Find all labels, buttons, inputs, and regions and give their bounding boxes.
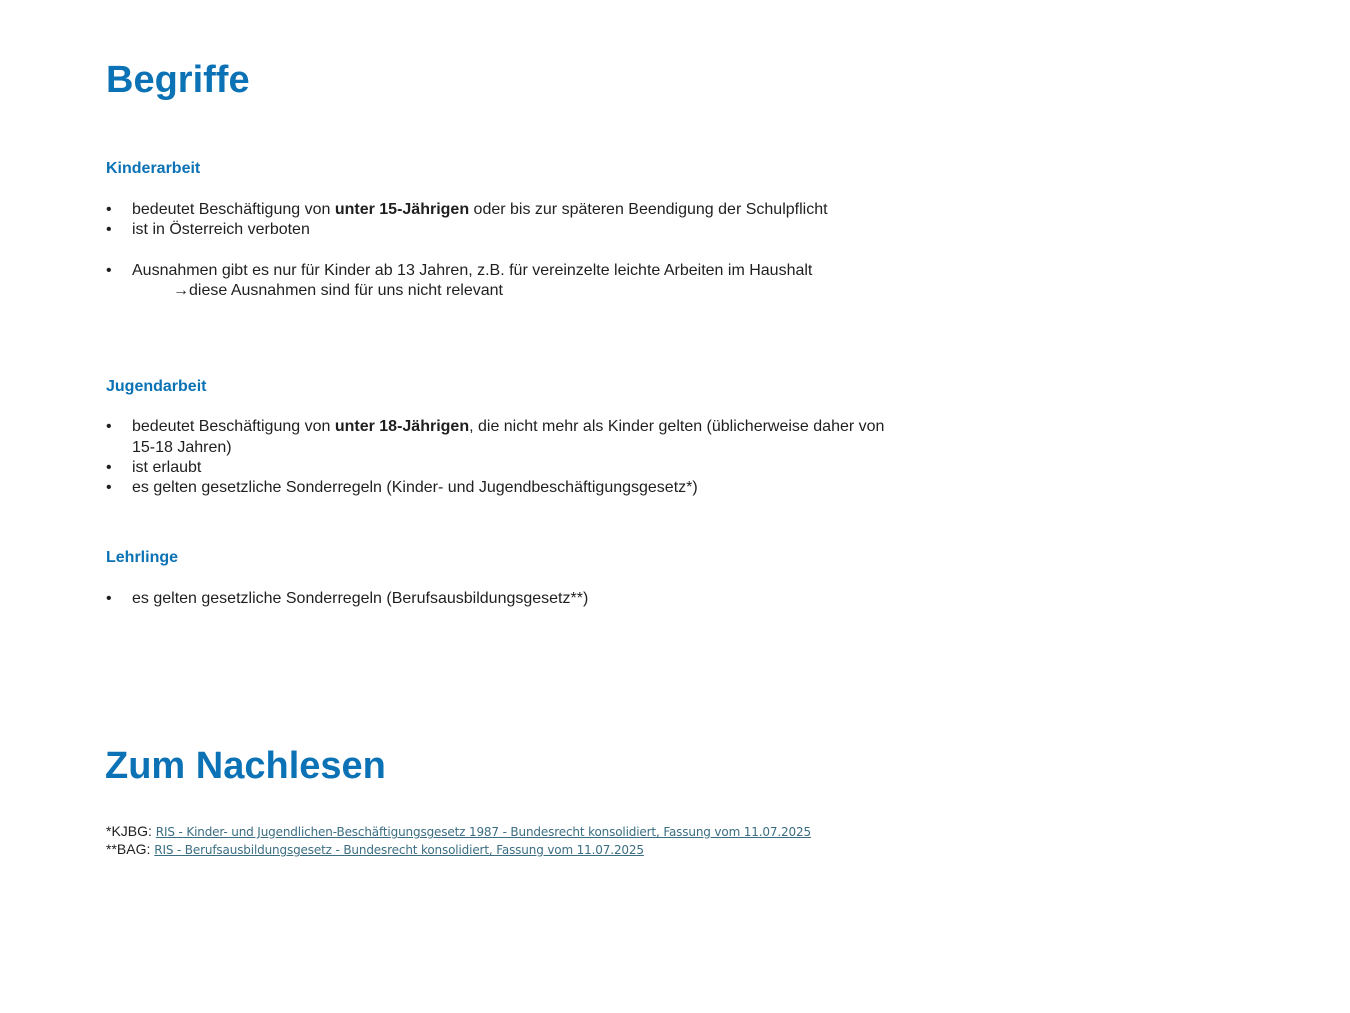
section-heading-jugendarbeit: Jugendarbeit xyxy=(106,378,207,395)
bullet-marker: • xyxy=(106,479,112,496)
bullet-marker: • xyxy=(106,221,112,238)
section-heading-lehrlinge: Lehrlinge xyxy=(106,549,179,566)
arrow-right-icon: → xyxy=(173,282,189,299)
bullet-marker: • xyxy=(106,459,112,476)
page-title: Begriffe xyxy=(106,59,250,101)
text: diese Ausnahmen sind für uns nicht relevant xyxy=(189,282,503,299)
kjbg-link[interactable]: RIS - Kinder- und Jugendlichen-Beschäftigungsgesetz 1987 - Bundesrecht konsolidiert, Fassung vom 11.07.2025 xyxy=(155,825,811,839)
list-item-kinderarbeit-definition xyxy=(132,200,828,220)
reference-label: *KJBG: xyxy=(106,823,156,839)
reference-bag xyxy=(106,840,644,859)
bullet-marker: • xyxy=(106,262,112,279)
text: bedeutet Beschäftigung von xyxy=(132,201,335,218)
emphasis: unter 18-Jährigen xyxy=(334,418,470,435)
reference-label: **BAG: xyxy=(106,841,155,857)
section-heading-kinderarbeit: Kinderarbeit xyxy=(106,160,201,177)
list-item-jugendarbeit-definition xyxy=(132,417,907,458)
text: bedeutet Beschäftigung von xyxy=(132,418,335,435)
list-item-lehrlinge-sonderregeln: es gelten gesetzliche Sonderregeln (Berufsausbildungsgesetz**) xyxy=(132,590,589,607)
bullet-marker: • xyxy=(106,590,112,607)
text: oder bis zur späteren Beendigung der Schulpflicht xyxy=(469,201,828,218)
section-title-nachlesen: Zum Nachlesen xyxy=(105,745,386,787)
emphasis: unter 15-Jährigen xyxy=(334,201,470,218)
list-item-kinderarbeit-ausnahmen: Ausnahmen gibt es nur für Kinder ab 13 Jahren, z.B. für vereinzelte leichte Arbeiten im Haushalt xyxy=(132,262,813,279)
bullet-marker: • xyxy=(106,418,112,435)
list-item-kinderarbeit-verboten: ist in Österreich verboten xyxy=(132,221,310,238)
bag-link[interactable]: RIS - Berufsausbildungsgesetz - Bundesrecht konsolidiert, Fassung vom 11.07.2025 xyxy=(154,843,644,857)
note-ausnahmen xyxy=(173,281,503,301)
reference-kjbg xyxy=(106,822,811,841)
list-item-jugendarbeit-erlaubt: ist erlaubt xyxy=(132,459,202,476)
text: , die nicht mehr als Kinder gelten (üblicherweise daher von 15-18 Jahren) xyxy=(132,418,885,456)
list-item-jugendarbeit-sonderregeln: es gelten gesetzliche Sonderregeln (Kinder- und Jugendbeschäftigungsgesetz*) xyxy=(132,479,698,496)
bullet-marker: • xyxy=(106,201,112,218)
